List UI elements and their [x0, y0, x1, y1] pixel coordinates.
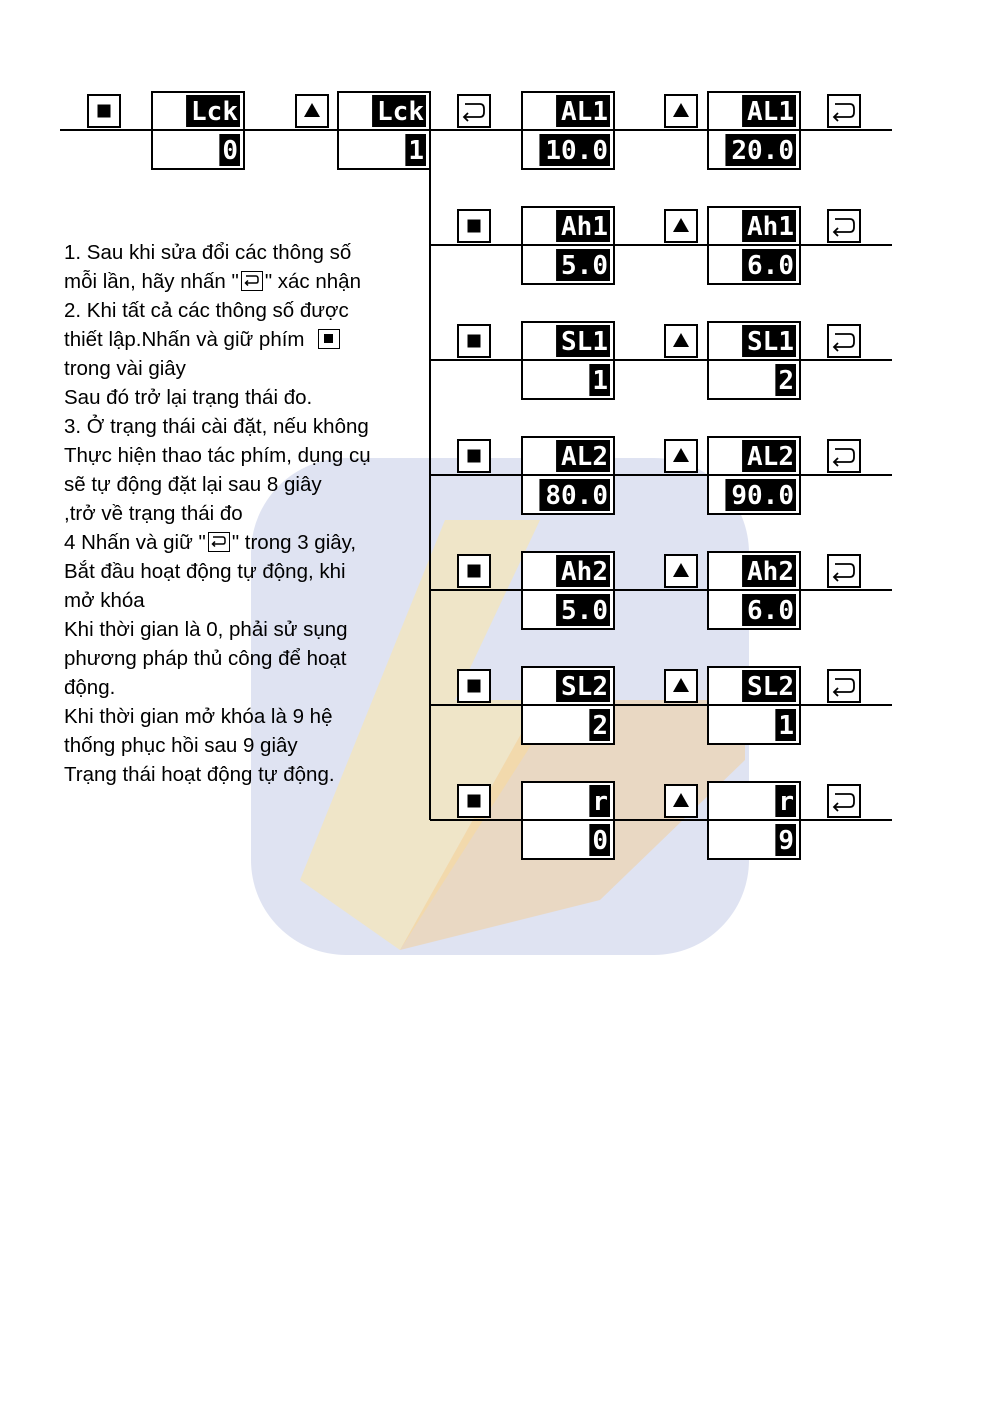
set-key-square-glyph: [468, 680, 481, 693]
display-unit-after: [708, 322, 800, 399]
key-frame: [458, 95, 490, 127]
instruction-fragment: 4 Nhấn và giữ ": [64, 531, 206, 554]
up-arrow-key-icon: [665, 440, 697, 472]
instruction-line: mở khóa: [64, 589, 145, 612]
display-unit-before: [522, 552, 614, 629]
display-code-text: SL1: [561, 327, 608, 357]
display-value-text: 20.0: [731, 136, 794, 166]
set-key-icon: [458, 325, 490, 357]
set-key-icon: [88, 95, 120, 127]
display-unit-after: [708, 437, 800, 514]
display-value-text: 6.0: [747, 251, 794, 281]
display-code-text: SL2: [561, 672, 608, 702]
display-code-text: AL1: [561, 97, 608, 127]
display-unit-before: [522, 667, 614, 744]
display-unit-lck-before: [152, 92, 244, 169]
instruction-line: Sau đó trở lại trạng thái đo.: [64, 386, 313, 409]
instruction-line: sẽ tự động đặt lại sau 8 giây: [64, 473, 322, 496]
set-key-icon: [458, 555, 490, 587]
display-code-text: r: [592, 787, 608, 817]
set-key-icon: [458, 670, 490, 702]
instruction-line: 2. Khi tất cả các thông số được: [64, 299, 349, 322]
display-code-text: SL2: [747, 672, 794, 702]
display-code-text: Lck: [191, 97, 238, 127]
enter-key-icon: [828, 785, 860, 817]
display-value-text: 6.0: [747, 596, 794, 626]
set-key-square-glyph: [468, 450, 481, 463]
up-arrow-key-icon: [665, 95, 697, 127]
set-key-square-glyph: [468, 795, 481, 808]
display-unit-before: [522, 782, 614, 859]
display-unit-after: [708, 207, 800, 284]
display-unit-before: [522, 322, 614, 399]
enter-key-icon: [208, 532, 230, 552]
instruction-line: Trạng thái hoạt động tự động.: [64, 763, 335, 786]
up-arrow-key-icon: [665, 785, 697, 817]
display-value-text: 5.0: [561, 251, 608, 281]
enter-key-icon: [241, 271, 263, 291]
instruction-line: trong vài giây: [64, 357, 186, 380]
up-arrow-key-icon: [665, 210, 697, 242]
display-value-text: 0: [222, 136, 238, 166]
display-value-text: 5.0: [561, 596, 608, 626]
instruction-line: ,trở về trạng thái đo: [64, 502, 243, 525]
key-frame: [828, 670, 860, 702]
instruction-fragment: " xác nhận: [264, 270, 361, 293]
display-value-text: 90.0: [731, 481, 794, 511]
instruction-line: Khi thời gian là 0, phải sử sụng: [64, 618, 348, 641]
set-key-square-glyph: [468, 220, 481, 233]
set-key-square-glyph: [468, 565, 481, 578]
display-value-text: 1: [408, 136, 424, 166]
display-code-text: r: [778, 787, 794, 817]
display-unit-before: [522, 92, 614, 169]
key-frame: [828, 95, 860, 127]
set-key-icon: [458, 785, 490, 817]
up-arrow-key-icon: [296, 95, 328, 127]
key-frame: [828, 210, 860, 242]
display-value-text: 80.0: [545, 481, 608, 511]
key-frame: [828, 325, 860, 357]
instruction-line: [64, 267, 429, 296]
display-value-text: 1: [778, 711, 794, 741]
key-frame: [828, 785, 860, 817]
display-code-text: Ah1: [747, 212, 794, 242]
up-arrow-key-icon: [665, 670, 697, 702]
display-value-text: 2: [592, 711, 608, 741]
display-unit-after: [708, 782, 800, 859]
set-key-icon: [458, 210, 490, 242]
display-unit-after: [708, 552, 800, 629]
display-value-text: 9: [778, 826, 794, 856]
enter-key-icon: [828, 555, 860, 587]
instruction-fragment: thiết lập.Nhấn và giữ phím: [64, 328, 305, 351]
key-frame: [828, 555, 860, 587]
instruction-line: Khi thời gian mở khóa là 9 hệ: [64, 705, 333, 728]
key-frame: [828, 440, 860, 472]
enter-key-icon: [828, 325, 860, 357]
instructions-text: [64, 238, 429, 789]
instruction-line: 1. Sau khi sửa đổi các thông số: [64, 241, 352, 264]
instruction-line: động.: [64, 676, 116, 699]
enter-key-icon: [828, 95, 860, 127]
display-code-text: Ah2: [561, 557, 608, 587]
up-arrow-key-icon: [665, 555, 697, 587]
instruction-line: Thực hiện thao tác phím, dụng cụ: [64, 444, 371, 467]
enter-key-icon: [828, 210, 860, 242]
instruction-line: [64, 528, 429, 557]
display-code-text: AL2: [747, 442, 794, 472]
display-code-text: Ah2: [747, 557, 794, 587]
display-value-text: 0: [592, 826, 608, 856]
set-key-square-glyph: [98, 105, 111, 118]
set-key-icon: [458, 440, 490, 472]
enter-key-icon: [828, 670, 860, 702]
instruction-fragment: mỗi lần, hãy nhấn ": [64, 270, 239, 293]
display-unit-before: [522, 437, 614, 514]
instruction-fragment: " trong 3 giây,: [231, 531, 357, 554]
display-code-text: Lck: [377, 97, 424, 127]
display-unit-after: [708, 92, 800, 169]
display-code-text: Ah1: [561, 212, 608, 242]
set-key-square-glyph: [468, 335, 481, 348]
display-value-text: 1: [592, 366, 608, 396]
enter-key-icon: [828, 440, 860, 472]
instruction-line: Bắt đầu hoạt động tự động, khi: [64, 560, 346, 583]
instruction-line: thống phục hồi sau 9 giây: [64, 734, 298, 757]
display-code-text: SL1: [747, 327, 794, 357]
set-key-icon: [318, 329, 340, 349]
display-code-text: AL2: [561, 442, 608, 472]
up-arrow-key-icon: [665, 325, 697, 357]
display-unit-before: [522, 207, 614, 284]
display-value-text: 2: [778, 366, 794, 396]
enter-key-icon: [458, 95, 490, 127]
display-value-text: 10.0: [545, 136, 608, 166]
display-code-text: AL1: [747, 97, 794, 127]
instruction-line: [64, 325, 429, 354]
instruction-line: phương pháp thủ công để hoạt: [64, 647, 347, 670]
display-unit-lck-after: [338, 92, 430, 169]
instruction-line: 3. Ở trạng thái cài đặt, nếu không: [64, 415, 369, 438]
display-unit-after: [708, 667, 800, 744]
